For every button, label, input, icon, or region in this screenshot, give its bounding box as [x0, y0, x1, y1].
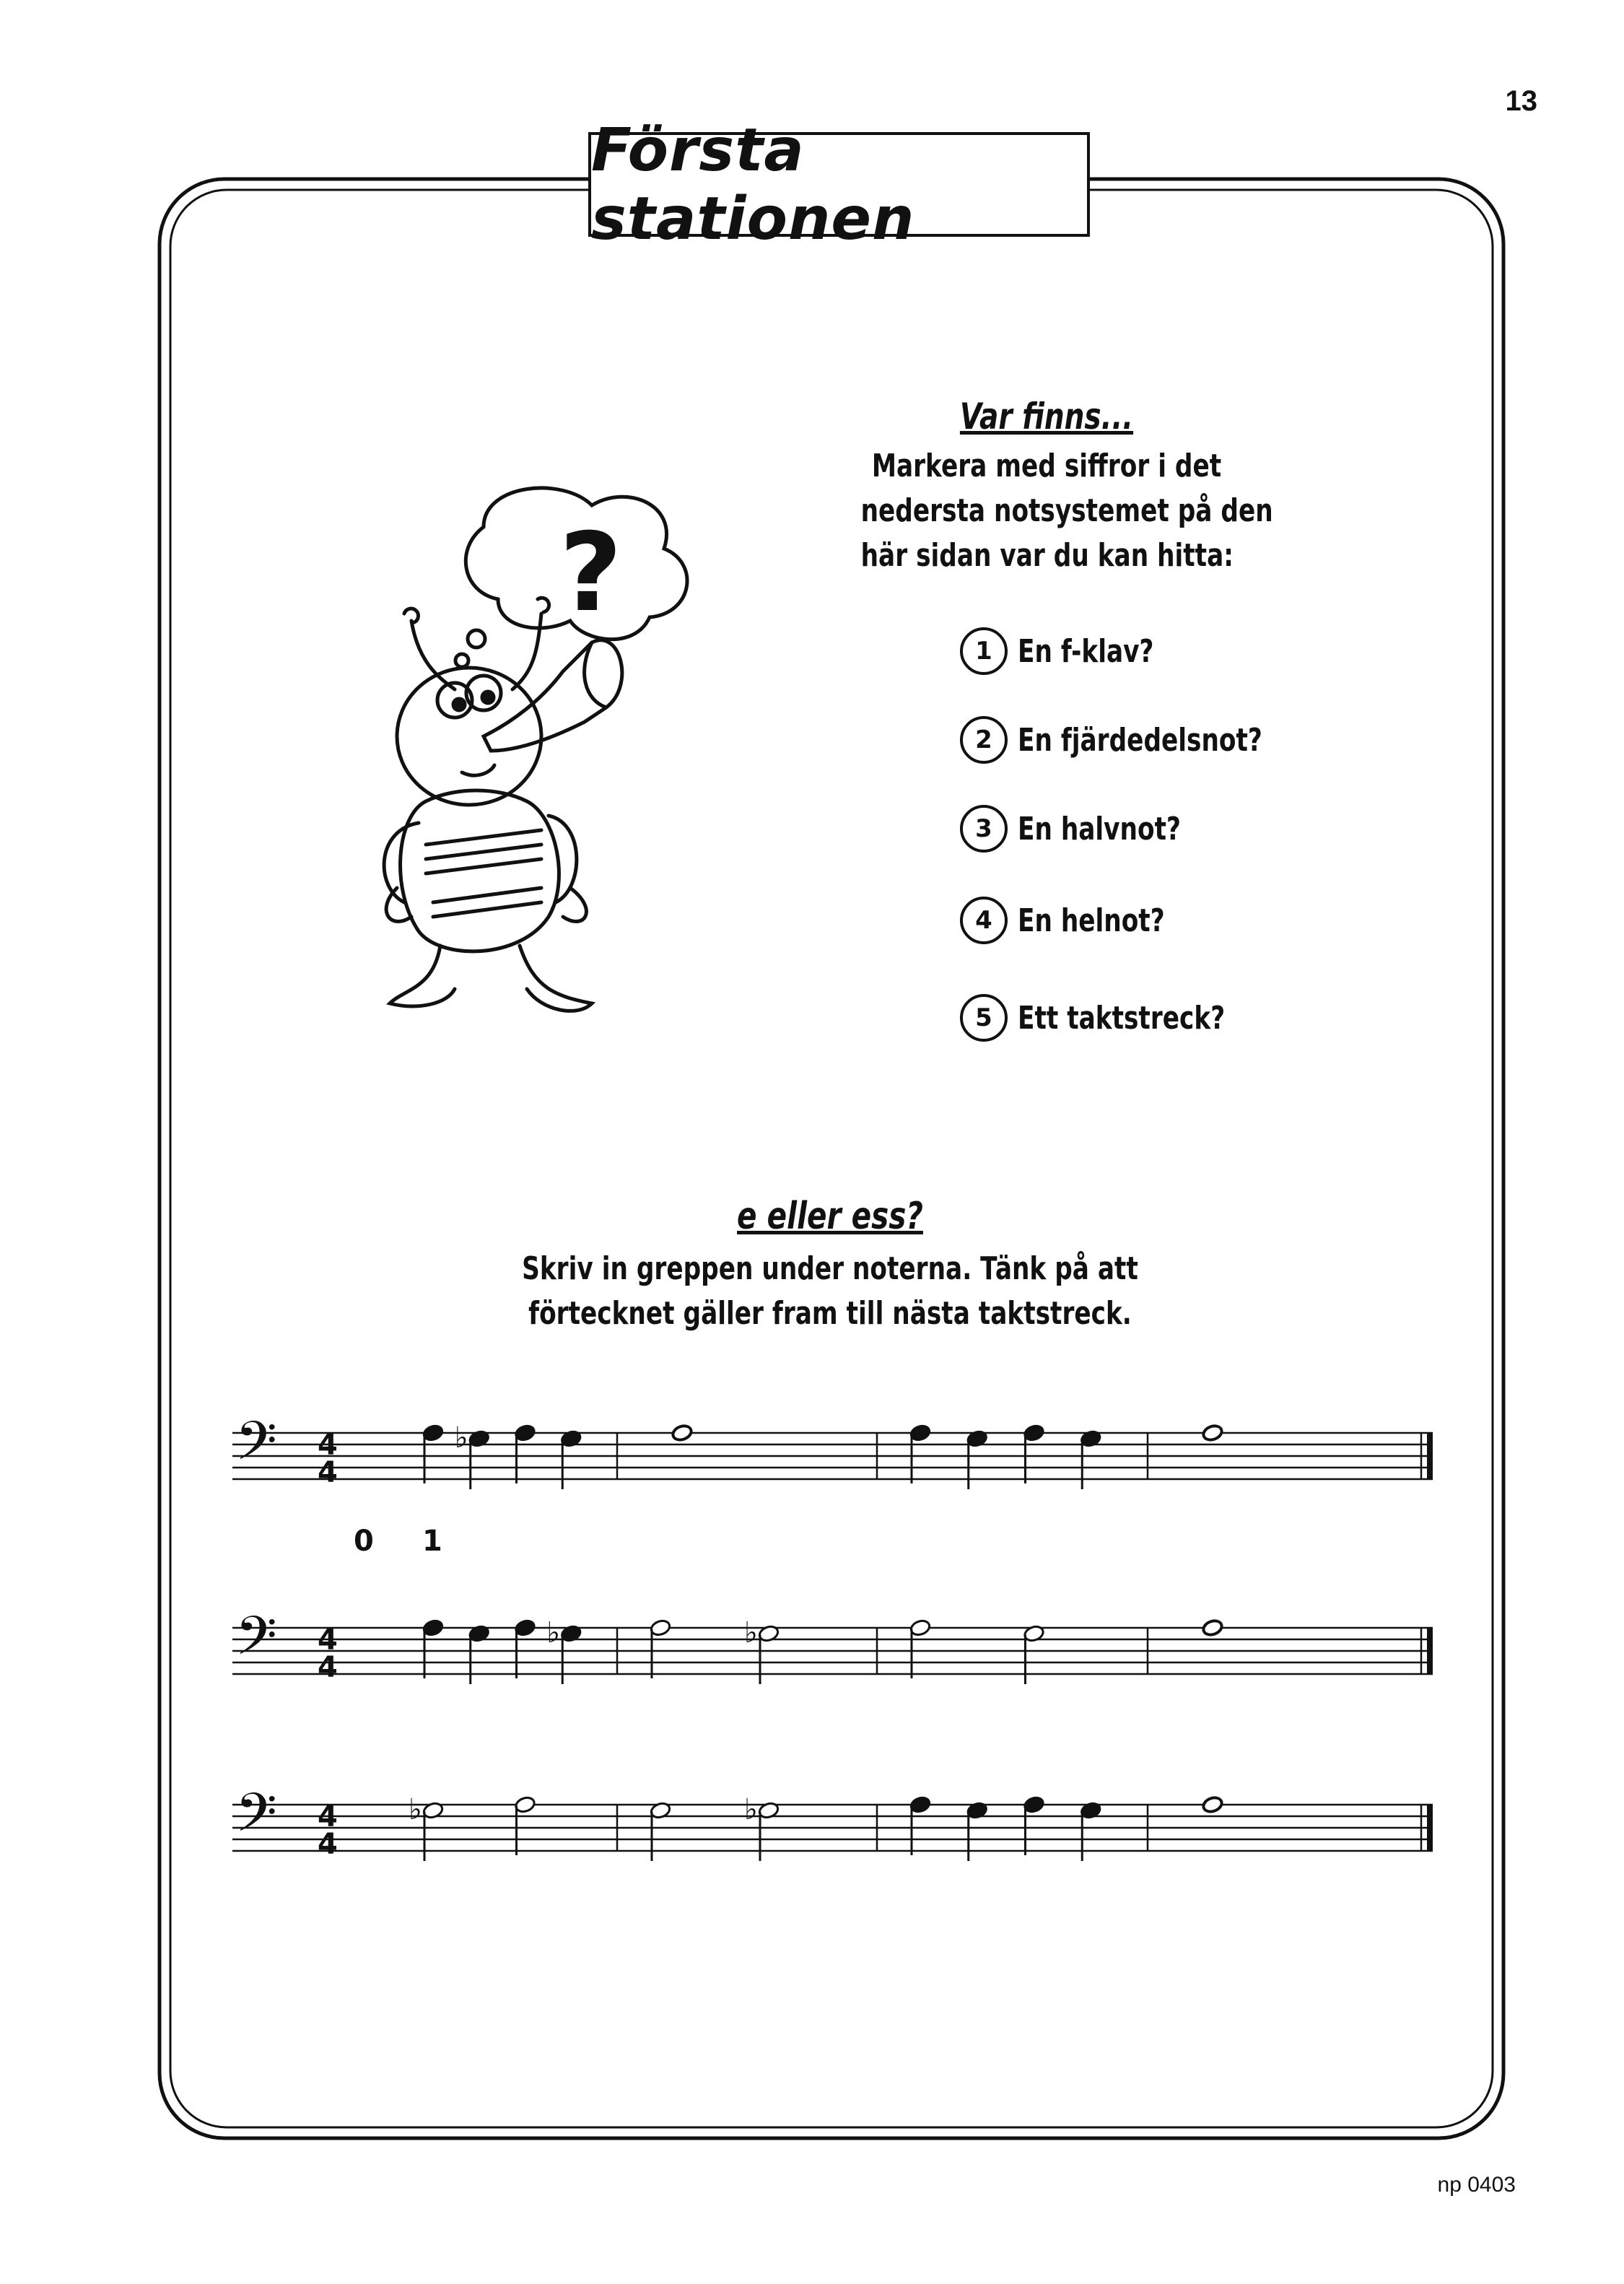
flat-sign: ♭: [546, 1616, 561, 1649]
question-text: En f-klav?: [1018, 632, 1154, 670]
final-bar-line-thick: [1427, 1805, 1433, 1851]
whole-note: [1202, 1424, 1224, 1442]
section1-instruction-line: Markera med siffror i det: [871, 448, 1222, 484]
section1-heading: Var finns...: [959, 396, 1134, 437]
bass-clef-icon: 𝄢: [235, 1605, 277, 1681]
question-text: En helnot?: [1018, 902, 1165, 939]
question-number: 2: [960, 716, 1008, 764]
question-number: 5: [960, 994, 1008, 1042]
time-signature-top: 4: [318, 1623, 338, 1657]
time-signature-top: 4: [318, 1429, 338, 1462]
bass-clef-icon: 𝄢: [235, 1410, 277, 1486]
section2-instruction-line: förtecknet gäller fram till nästa taktstreck.: [528, 1295, 1132, 1332]
footer-code: np 0403: [1437, 2173, 1516, 2197]
page-number: 13: [1505, 85, 1537, 117]
question-number: 1: [960, 627, 1008, 675]
flat-sign: ♭: [454, 1421, 468, 1455]
section1-instruction-line: här sidan var du kan hitta:: [860, 537, 1234, 574]
answer-number: 1: [422, 1525, 442, 1558]
flat-sign: ♭: [409, 1793, 422, 1826]
final-bar-line-thick: [1427, 1433, 1433, 1479]
section2-instruction-line: Skriv in greppen under noterna. Tänk på att: [522, 1250, 1138, 1287]
whole-note: [1202, 1618, 1224, 1637]
question-mark: ?: [559, 510, 623, 636]
flat-sign: ♭: [744, 1616, 758, 1649]
page-title: Första stationen: [591, 115, 915, 253]
bass-clef-icon: 𝄢: [235, 1782, 277, 1858]
whole-note: [1202, 1795, 1224, 1814]
time-signature-bottom: 4: [318, 1456, 338, 1489]
question-text: En fjärdedelsnot?: [1018, 721, 1262, 759]
time-signature-top: 4: [318, 1800, 338, 1834]
flat-sign: ♭: [744, 1793, 758, 1826]
answer-number: 0: [354, 1525, 374, 1558]
section1-instruction-line: nedersta notsystemet på den: [860, 492, 1273, 529]
time-signature-bottom: 4: [318, 1828, 338, 1861]
question-number: 4: [960, 897, 1008, 944]
question-text: En halvnot?: [1018, 810, 1181, 847]
question-text: Ett taktstreck?: [1018, 999, 1226, 1037]
question-number: 3: [960, 805, 1008, 853]
time-signature-bottom: 4: [318, 1651, 338, 1684]
whole-note: [671, 1424, 694, 1442]
section2-heading: e eller ess?: [737, 1195, 923, 1238]
final-bar-line-thick: [1427, 1628, 1433, 1674]
